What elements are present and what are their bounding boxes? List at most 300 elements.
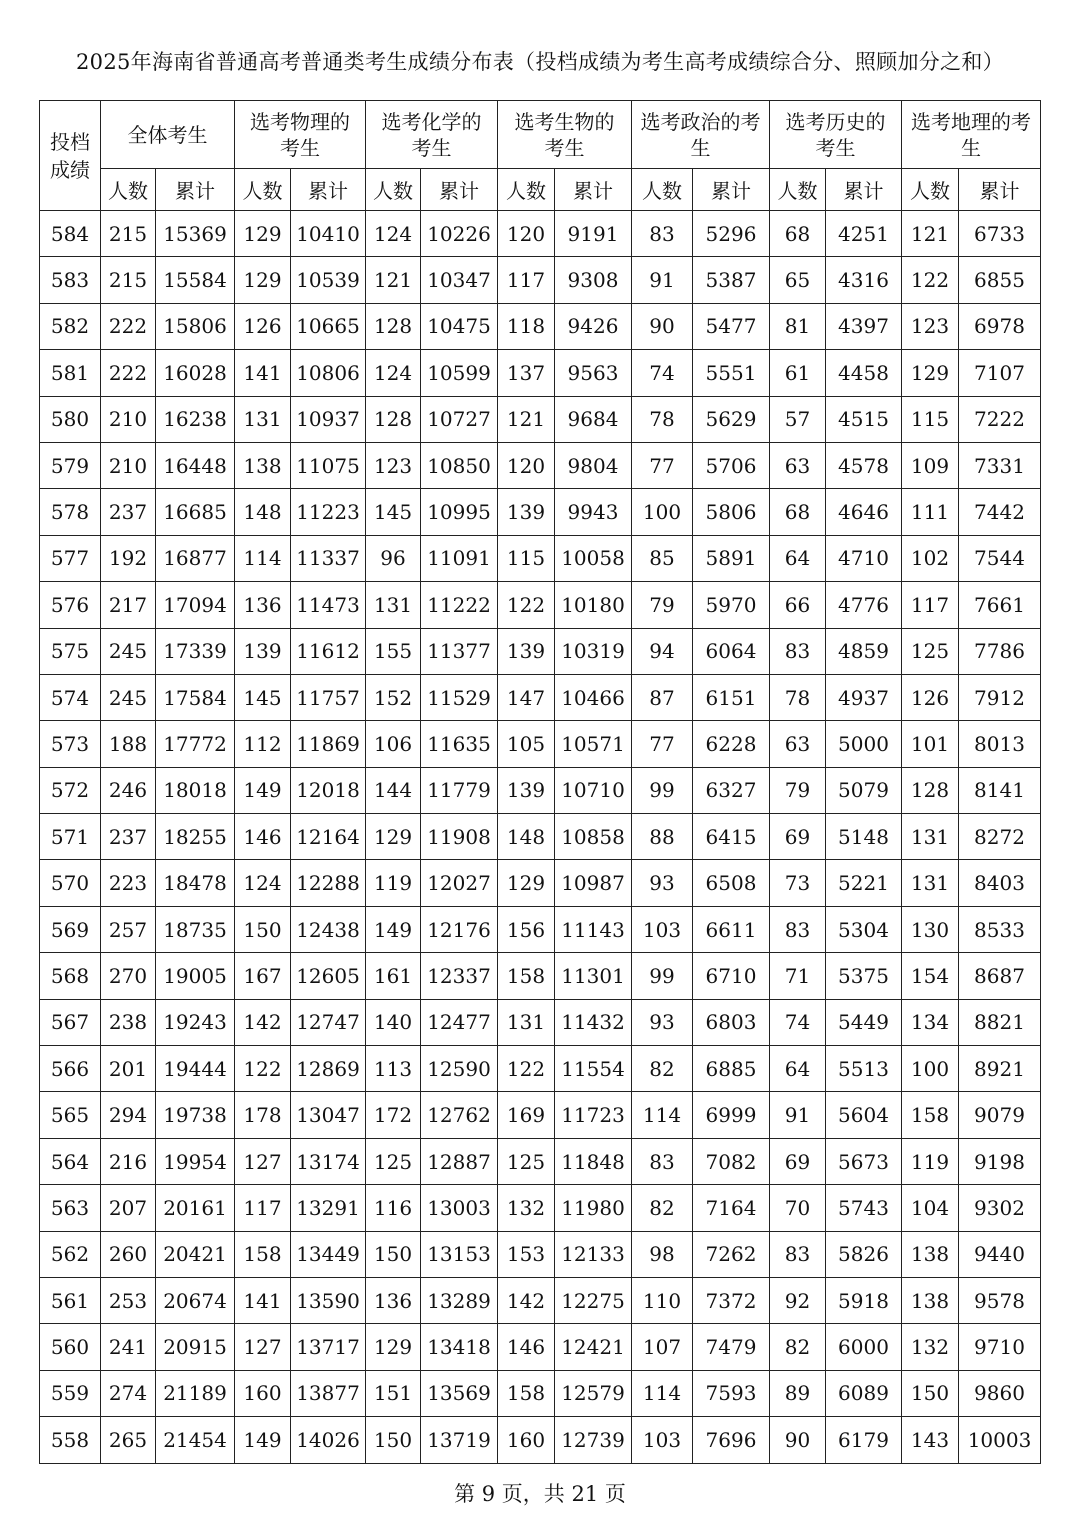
value-cell: 19005 bbox=[156, 953, 235, 999]
value-cell: 102 bbox=[902, 535, 959, 581]
table-row bbox=[40, 1277, 1041, 1323]
table-row bbox=[40, 303, 1041, 349]
value-cell: 4859 bbox=[826, 628, 902, 674]
value-cell: 5296 bbox=[693, 211, 770, 257]
value-cell: 188 bbox=[101, 721, 156, 767]
score-cell: 576 bbox=[40, 582, 101, 628]
table-row bbox=[40, 1417, 1041, 1463]
value-cell: 57 bbox=[770, 396, 826, 442]
score-cell: 577 bbox=[40, 535, 101, 581]
value-cell: 4578 bbox=[826, 442, 902, 488]
value-cell: 21454 bbox=[156, 1417, 235, 1463]
value-cell: 142 bbox=[235, 999, 291, 1045]
value-cell: 9308 bbox=[555, 257, 632, 303]
value-cell: 92 bbox=[770, 1277, 826, 1323]
value-cell: 215 bbox=[101, 211, 156, 257]
value-cell: 142 bbox=[498, 1277, 555, 1323]
table-row bbox=[40, 1370, 1041, 1416]
value-cell: 11635 bbox=[421, 721, 498, 767]
value-cell: 11075 bbox=[291, 442, 366, 488]
value-cell: 100 bbox=[902, 1046, 959, 1092]
value-cell: 82 bbox=[632, 1046, 693, 1092]
value-cell: 10727 bbox=[421, 396, 498, 442]
value-cell: 91 bbox=[632, 257, 693, 303]
value-cell: 10937 bbox=[291, 396, 366, 442]
value-cell: 9684 bbox=[555, 396, 632, 442]
value-cell: 83 bbox=[632, 1138, 693, 1184]
value-cell: 123 bbox=[902, 303, 959, 349]
value-cell: 6179 bbox=[826, 1417, 902, 1463]
value-cell: 260 bbox=[101, 1231, 156, 1277]
value-cell: 121 bbox=[498, 396, 555, 442]
value-cell: 5918 bbox=[826, 1277, 902, 1323]
value-cell: 11143 bbox=[555, 906, 632, 952]
value-cell: 77 bbox=[632, 721, 693, 767]
value-cell: 136 bbox=[235, 582, 291, 628]
value-cell: 139 bbox=[498, 767, 555, 813]
value-cell: 6327 bbox=[693, 767, 770, 813]
value-cell: 68 bbox=[770, 211, 826, 257]
value-cell: 160 bbox=[235, 1370, 291, 1416]
table-row bbox=[40, 953, 1041, 999]
value-cell: 10858 bbox=[555, 814, 632, 860]
score-cell: 568 bbox=[40, 953, 101, 999]
value-cell: 111 bbox=[902, 489, 959, 535]
value-cell: 4776 bbox=[826, 582, 902, 628]
value-cell: 13418 bbox=[421, 1324, 498, 1370]
value-cell: 11908 bbox=[421, 814, 498, 860]
value-cell: 6415 bbox=[693, 814, 770, 860]
value-cell: 12887 bbox=[421, 1138, 498, 1184]
value-cell: 5513 bbox=[826, 1046, 902, 1092]
table-body bbox=[40, 211, 1041, 1464]
value-cell: 8533 bbox=[959, 906, 1041, 952]
value-cell: 13877 bbox=[291, 1370, 366, 1416]
value-cell: 79 bbox=[632, 582, 693, 628]
value-cell: 118 bbox=[498, 303, 555, 349]
subheader-count: 人数 bbox=[498, 169, 555, 211]
score-cell: 582 bbox=[40, 303, 101, 349]
value-cell: 128 bbox=[366, 303, 421, 349]
value-cell: 89 bbox=[770, 1370, 826, 1416]
value-cell: 158 bbox=[498, 1370, 555, 1416]
value-cell: 20421 bbox=[156, 1231, 235, 1277]
value-cell: 117 bbox=[235, 1185, 291, 1231]
value-cell: 12869 bbox=[291, 1046, 366, 1092]
value-cell: 130 bbox=[902, 906, 959, 952]
value-cell: 114 bbox=[632, 1370, 693, 1416]
value-cell: 10599 bbox=[421, 350, 498, 396]
value-cell: 9943 bbox=[555, 489, 632, 535]
value-cell: 99 bbox=[632, 767, 693, 813]
score-cell: 584 bbox=[40, 211, 101, 257]
value-cell: 15369 bbox=[156, 211, 235, 257]
value-cell: 13289 bbox=[421, 1277, 498, 1323]
value-cell: 145 bbox=[235, 674, 291, 720]
value-cell: 129 bbox=[366, 1324, 421, 1370]
subheader-count: 人数 bbox=[101, 169, 156, 211]
value-cell: 10466 bbox=[555, 674, 632, 720]
header-group-physics: 选考物理的考生 bbox=[235, 101, 366, 169]
value-cell: 11723 bbox=[555, 1092, 632, 1138]
value-cell: 117 bbox=[498, 257, 555, 303]
score-cell: 573 bbox=[40, 721, 101, 767]
value-cell: 112 bbox=[235, 721, 291, 767]
value-cell: 100 bbox=[632, 489, 693, 535]
value-cell: 9578 bbox=[959, 1277, 1041, 1323]
value-cell: 12579 bbox=[555, 1370, 632, 1416]
value-cell: 17772 bbox=[156, 721, 235, 767]
value-cell: 172 bbox=[366, 1092, 421, 1138]
value-cell: 216 bbox=[101, 1138, 156, 1184]
value-cell: 158 bbox=[498, 953, 555, 999]
value-cell: 11091 bbox=[421, 535, 498, 581]
value-cell: 6611 bbox=[693, 906, 770, 952]
score-cell: 575 bbox=[40, 628, 101, 674]
value-cell: 150 bbox=[902, 1370, 959, 1416]
value-cell: 68 bbox=[770, 489, 826, 535]
value-cell: 5891 bbox=[693, 535, 770, 581]
value-cell: 11848 bbox=[555, 1138, 632, 1184]
table-row bbox=[40, 860, 1041, 906]
value-cell: 7544 bbox=[959, 535, 1041, 581]
value-cell: 6885 bbox=[693, 1046, 770, 1092]
value-cell: 5806 bbox=[693, 489, 770, 535]
value-cell: 192 bbox=[101, 535, 156, 581]
score-cell: 564 bbox=[40, 1138, 101, 1184]
score-cell: 558 bbox=[40, 1417, 101, 1463]
table-row bbox=[40, 489, 1041, 535]
value-cell: 10995 bbox=[421, 489, 498, 535]
value-cell: 6064 bbox=[693, 628, 770, 674]
value-cell: 124 bbox=[366, 211, 421, 257]
value-cell: 78 bbox=[770, 674, 826, 720]
value-cell: 270 bbox=[101, 953, 156, 999]
value-cell: 128 bbox=[366, 396, 421, 442]
score-cell: 562 bbox=[40, 1231, 101, 1277]
value-cell: 178 bbox=[235, 1092, 291, 1138]
value-cell: 7912 bbox=[959, 674, 1041, 720]
value-cell: 5826 bbox=[826, 1231, 902, 1277]
value-cell: 6978 bbox=[959, 303, 1041, 349]
value-cell: 64 bbox=[770, 1046, 826, 1092]
score-cell: 560 bbox=[40, 1324, 101, 1370]
value-cell: 9804 bbox=[555, 442, 632, 488]
value-cell: 149 bbox=[366, 906, 421, 952]
value-cell: 140 bbox=[366, 999, 421, 1045]
score-cell: 563 bbox=[40, 1185, 101, 1231]
value-cell: 115 bbox=[498, 535, 555, 581]
value-cell: 9079 bbox=[959, 1092, 1041, 1138]
value-cell: 13719 bbox=[421, 1417, 498, 1463]
value-cell: 246 bbox=[101, 767, 156, 813]
value-cell: 223 bbox=[101, 860, 156, 906]
table-row bbox=[40, 906, 1041, 952]
value-cell: 65 bbox=[770, 257, 826, 303]
value-cell: 139 bbox=[498, 489, 555, 535]
value-cell: 158 bbox=[235, 1231, 291, 1277]
value-cell: 18478 bbox=[156, 860, 235, 906]
value-cell: 7696 bbox=[693, 1417, 770, 1463]
value-cell: 103 bbox=[632, 906, 693, 952]
value-cell: 12164 bbox=[291, 814, 366, 860]
score-cell: 567 bbox=[40, 999, 101, 1045]
value-cell: 5970 bbox=[693, 582, 770, 628]
value-cell: 107 bbox=[632, 1324, 693, 1370]
score-distribution-table bbox=[39, 100, 1041, 1464]
value-cell: 106 bbox=[366, 721, 421, 767]
subheader-cumulative: 累计 bbox=[555, 169, 632, 211]
value-cell: 119 bbox=[902, 1138, 959, 1184]
value-cell: 7082 bbox=[693, 1138, 770, 1184]
value-cell: 5148 bbox=[826, 814, 902, 860]
value-cell: 119 bbox=[366, 860, 421, 906]
value-cell: 10410 bbox=[291, 211, 366, 257]
value-cell: 132 bbox=[902, 1324, 959, 1370]
value-cell: 4937 bbox=[826, 674, 902, 720]
score-cell: 565 bbox=[40, 1092, 101, 1138]
value-cell: 13717 bbox=[291, 1324, 366, 1370]
value-cell: 8921 bbox=[959, 1046, 1041, 1092]
score-cell: 570 bbox=[40, 860, 101, 906]
header-score: 投档成绩 bbox=[40, 101, 101, 211]
value-cell: 10850 bbox=[421, 442, 498, 488]
value-cell: 148 bbox=[235, 489, 291, 535]
value-cell: 150 bbox=[366, 1417, 421, 1463]
table-row bbox=[40, 721, 1041, 767]
value-cell: 11337 bbox=[291, 535, 366, 581]
value-cell: 151 bbox=[366, 1370, 421, 1416]
value-cell: 7262 bbox=[693, 1231, 770, 1277]
value-cell: 5449 bbox=[826, 999, 902, 1045]
value-cell: 11554 bbox=[555, 1046, 632, 1092]
value-cell: 147 bbox=[498, 674, 555, 720]
value-cell: 10347 bbox=[421, 257, 498, 303]
value-cell: 10226 bbox=[421, 211, 498, 257]
value-cell: 113 bbox=[366, 1046, 421, 1092]
value-cell: 129 bbox=[366, 814, 421, 860]
value-cell: 5604 bbox=[826, 1092, 902, 1138]
value-cell: 134 bbox=[902, 999, 959, 1045]
value-cell: 5221 bbox=[826, 860, 902, 906]
table-row bbox=[40, 628, 1041, 674]
value-cell: 77 bbox=[632, 442, 693, 488]
value-cell: 124 bbox=[366, 350, 421, 396]
value-cell: 8687 bbox=[959, 953, 1041, 999]
value-cell: 93 bbox=[632, 860, 693, 906]
value-cell: 12438 bbox=[291, 906, 366, 952]
value-cell: 265 bbox=[101, 1417, 156, 1463]
score-cell: 571 bbox=[40, 814, 101, 860]
value-cell: 70 bbox=[770, 1185, 826, 1231]
value-cell: 5387 bbox=[693, 257, 770, 303]
page-number: 第 9 页，共 21 页 bbox=[454, 1482, 626, 1506]
value-cell: 139 bbox=[235, 628, 291, 674]
value-cell: 274 bbox=[101, 1370, 156, 1416]
subheader-count: 人数 bbox=[235, 169, 291, 211]
table-row bbox=[40, 1046, 1041, 1092]
value-cell: 11980 bbox=[555, 1185, 632, 1231]
value-cell: 5551 bbox=[693, 350, 770, 396]
score-cell: 574 bbox=[40, 674, 101, 720]
value-cell: 74 bbox=[770, 999, 826, 1045]
value-cell: 12605 bbox=[291, 953, 366, 999]
value-cell: 114 bbox=[632, 1092, 693, 1138]
value-cell: 16028 bbox=[156, 350, 235, 396]
value-cell: 10710 bbox=[555, 767, 632, 813]
value-cell: 207 bbox=[101, 1185, 156, 1231]
value-cell: 16685 bbox=[156, 489, 235, 535]
value-cell: 90 bbox=[632, 303, 693, 349]
table-row bbox=[40, 257, 1041, 303]
table-row bbox=[40, 1092, 1041, 1138]
value-cell: 69 bbox=[770, 1138, 826, 1184]
value-cell: 222 bbox=[101, 350, 156, 396]
value-cell: 11869 bbox=[291, 721, 366, 767]
subheader-count: 人数 bbox=[366, 169, 421, 211]
value-cell: 125 bbox=[902, 628, 959, 674]
value-cell: 18735 bbox=[156, 906, 235, 952]
value-cell: 125 bbox=[366, 1138, 421, 1184]
value-cell: 131 bbox=[902, 814, 959, 860]
value-cell: 152 bbox=[366, 674, 421, 720]
value-cell: 129 bbox=[235, 257, 291, 303]
value-cell: 4316 bbox=[826, 257, 902, 303]
table-row bbox=[40, 814, 1041, 860]
value-cell: 145 bbox=[366, 489, 421, 535]
value-cell: 12275 bbox=[555, 1277, 632, 1323]
value-cell: 20161 bbox=[156, 1185, 235, 1231]
value-cell: 131 bbox=[498, 999, 555, 1045]
value-cell: 81 bbox=[770, 303, 826, 349]
table-row bbox=[40, 1324, 1041, 1370]
value-cell: 10180 bbox=[555, 582, 632, 628]
header-group-chemistry: 选考化学的考生 bbox=[366, 101, 498, 169]
value-cell: 210 bbox=[101, 396, 156, 442]
value-cell: 9710 bbox=[959, 1324, 1041, 1370]
value-cell: 63 bbox=[770, 721, 826, 767]
value-cell: 12590 bbox=[421, 1046, 498, 1092]
value-cell: 7107 bbox=[959, 350, 1041, 396]
value-cell: 294 bbox=[101, 1092, 156, 1138]
value-cell: 13590 bbox=[291, 1277, 366, 1323]
value-cell: 5629 bbox=[693, 396, 770, 442]
header-group-all: 全体考生 bbox=[101, 101, 235, 169]
value-cell: 150 bbox=[235, 906, 291, 952]
subheader-row bbox=[40, 169, 1041, 211]
value-cell: 8403 bbox=[959, 860, 1041, 906]
header-group-biology: 选考生物的考生 bbox=[498, 101, 632, 169]
table-row bbox=[40, 582, 1041, 628]
value-cell: 17584 bbox=[156, 674, 235, 720]
value-cell: 4458 bbox=[826, 350, 902, 396]
table-row bbox=[40, 211, 1041, 257]
value-cell: 154 bbox=[902, 953, 959, 999]
value-cell: 144 bbox=[366, 767, 421, 813]
value-cell: 10665 bbox=[291, 303, 366, 349]
value-cell: 69 bbox=[770, 814, 826, 860]
subheader-cumulative: 累计 bbox=[959, 169, 1041, 211]
value-cell: 6089 bbox=[826, 1370, 902, 1416]
value-cell: 12762 bbox=[421, 1092, 498, 1138]
value-cell: 83 bbox=[770, 906, 826, 952]
value-cell: 16877 bbox=[156, 535, 235, 581]
value-cell: 71 bbox=[770, 953, 826, 999]
value-cell: 85 bbox=[632, 535, 693, 581]
value-cell: 17094 bbox=[156, 582, 235, 628]
value-cell: 245 bbox=[101, 674, 156, 720]
value-cell: 13449 bbox=[291, 1231, 366, 1277]
value-cell: 257 bbox=[101, 906, 156, 952]
value-cell: 12337 bbox=[421, 953, 498, 999]
value-cell: 110 bbox=[632, 1277, 693, 1323]
value-cell: 11612 bbox=[291, 628, 366, 674]
value-cell: 215 bbox=[101, 257, 156, 303]
value-cell: 13174 bbox=[291, 1138, 366, 1184]
value-cell: 6999 bbox=[693, 1092, 770, 1138]
table-row bbox=[40, 767, 1041, 813]
value-cell: 169 bbox=[498, 1092, 555, 1138]
value-cell: 12176 bbox=[421, 906, 498, 952]
value-cell: 155 bbox=[366, 628, 421, 674]
value-cell: 9198 bbox=[959, 1138, 1041, 1184]
value-cell: 13153 bbox=[421, 1231, 498, 1277]
header-group-politics: 选考政治的考生 bbox=[632, 101, 770, 169]
value-cell: 10475 bbox=[421, 303, 498, 349]
value-cell: 4710 bbox=[826, 535, 902, 581]
score-cell: 569 bbox=[40, 906, 101, 952]
value-cell: 238 bbox=[101, 999, 156, 1045]
value-cell: 153 bbox=[498, 1231, 555, 1277]
subheader-cumulative: 累计 bbox=[826, 169, 902, 211]
value-cell: 9426 bbox=[555, 303, 632, 349]
value-cell: 18255 bbox=[156, 814, 235, 860]
value-cell: 109 bbox=[902, 442, 959, 488]
score-cell: 583 bbox=[40, 257, 101, 303]
value-cell: 7222 bbox=[959, 396, 1041, 442]
value-cell: 12018 bbox=[291, 767, 366, 813]
value-cell: 121 bbox=[366, 257, 421, 303]
table-row bbox=[40, 442, 1041, 488]
value-cell: 138 bbox=[902, 1231, 959, 1277]
value-cell: 6508 bbox=[693, 860, 770, 906]
value-cell: 96 bbox=[366, 535, 421, 581]
score-cell: 578 bbox=[40, 489, 101, 535]
value-cell: 83 bbox=[770, 628, 826, 674]
value-cell: 12747 bbox=[291, 999, 366, 1045]
value-cell: 9191 bbox=[555, 211, 632, 257]
value-cell: 9440 bbox=[959, 1231, 1041, 1277]
value-cell: 93 bbox=[632, 999, 693, 1045]
value-cell: 143 bbox=[902, 1417, 959, 1463]
value-cell: 10987 bbox=[555, 860, 632, 906]
table-row bbox=[40, 350, 1041, 396]
value-cell: 237 bbox=[101, 814, 156, 860]
value-cell: 13569 bbox=[421, 1370, 498, 1416]
value-cell: 15584 bbox=[156, 257, 235, 303]
score-cell: 561 bbox=[40, 1277, 101, 1323]
value-cell: 16448 bbox=[156, 442, 235, 488]
value-cell: 160 bbox=[498, 1417, 555, 1463]
value-cell: 115 bbox=[902, 396, 959, 442]
value-cell: 18018 bbox=[156, 767, 235, 813]
value-cell: 129 bbox=[498, 860, 555, 906]
value-cell: 105 bbox=[498, 721, 555, 767]
value-cell: 11301 bbox=[555, 953, 632, 999]
value-cell: 13003 bbox=[421, 1185, 498, 1231]
value-cell: 241 bbox=[101, 1324, 156, 1370]
value-cell: 117 bbox=[902, 582, 959, 628]
